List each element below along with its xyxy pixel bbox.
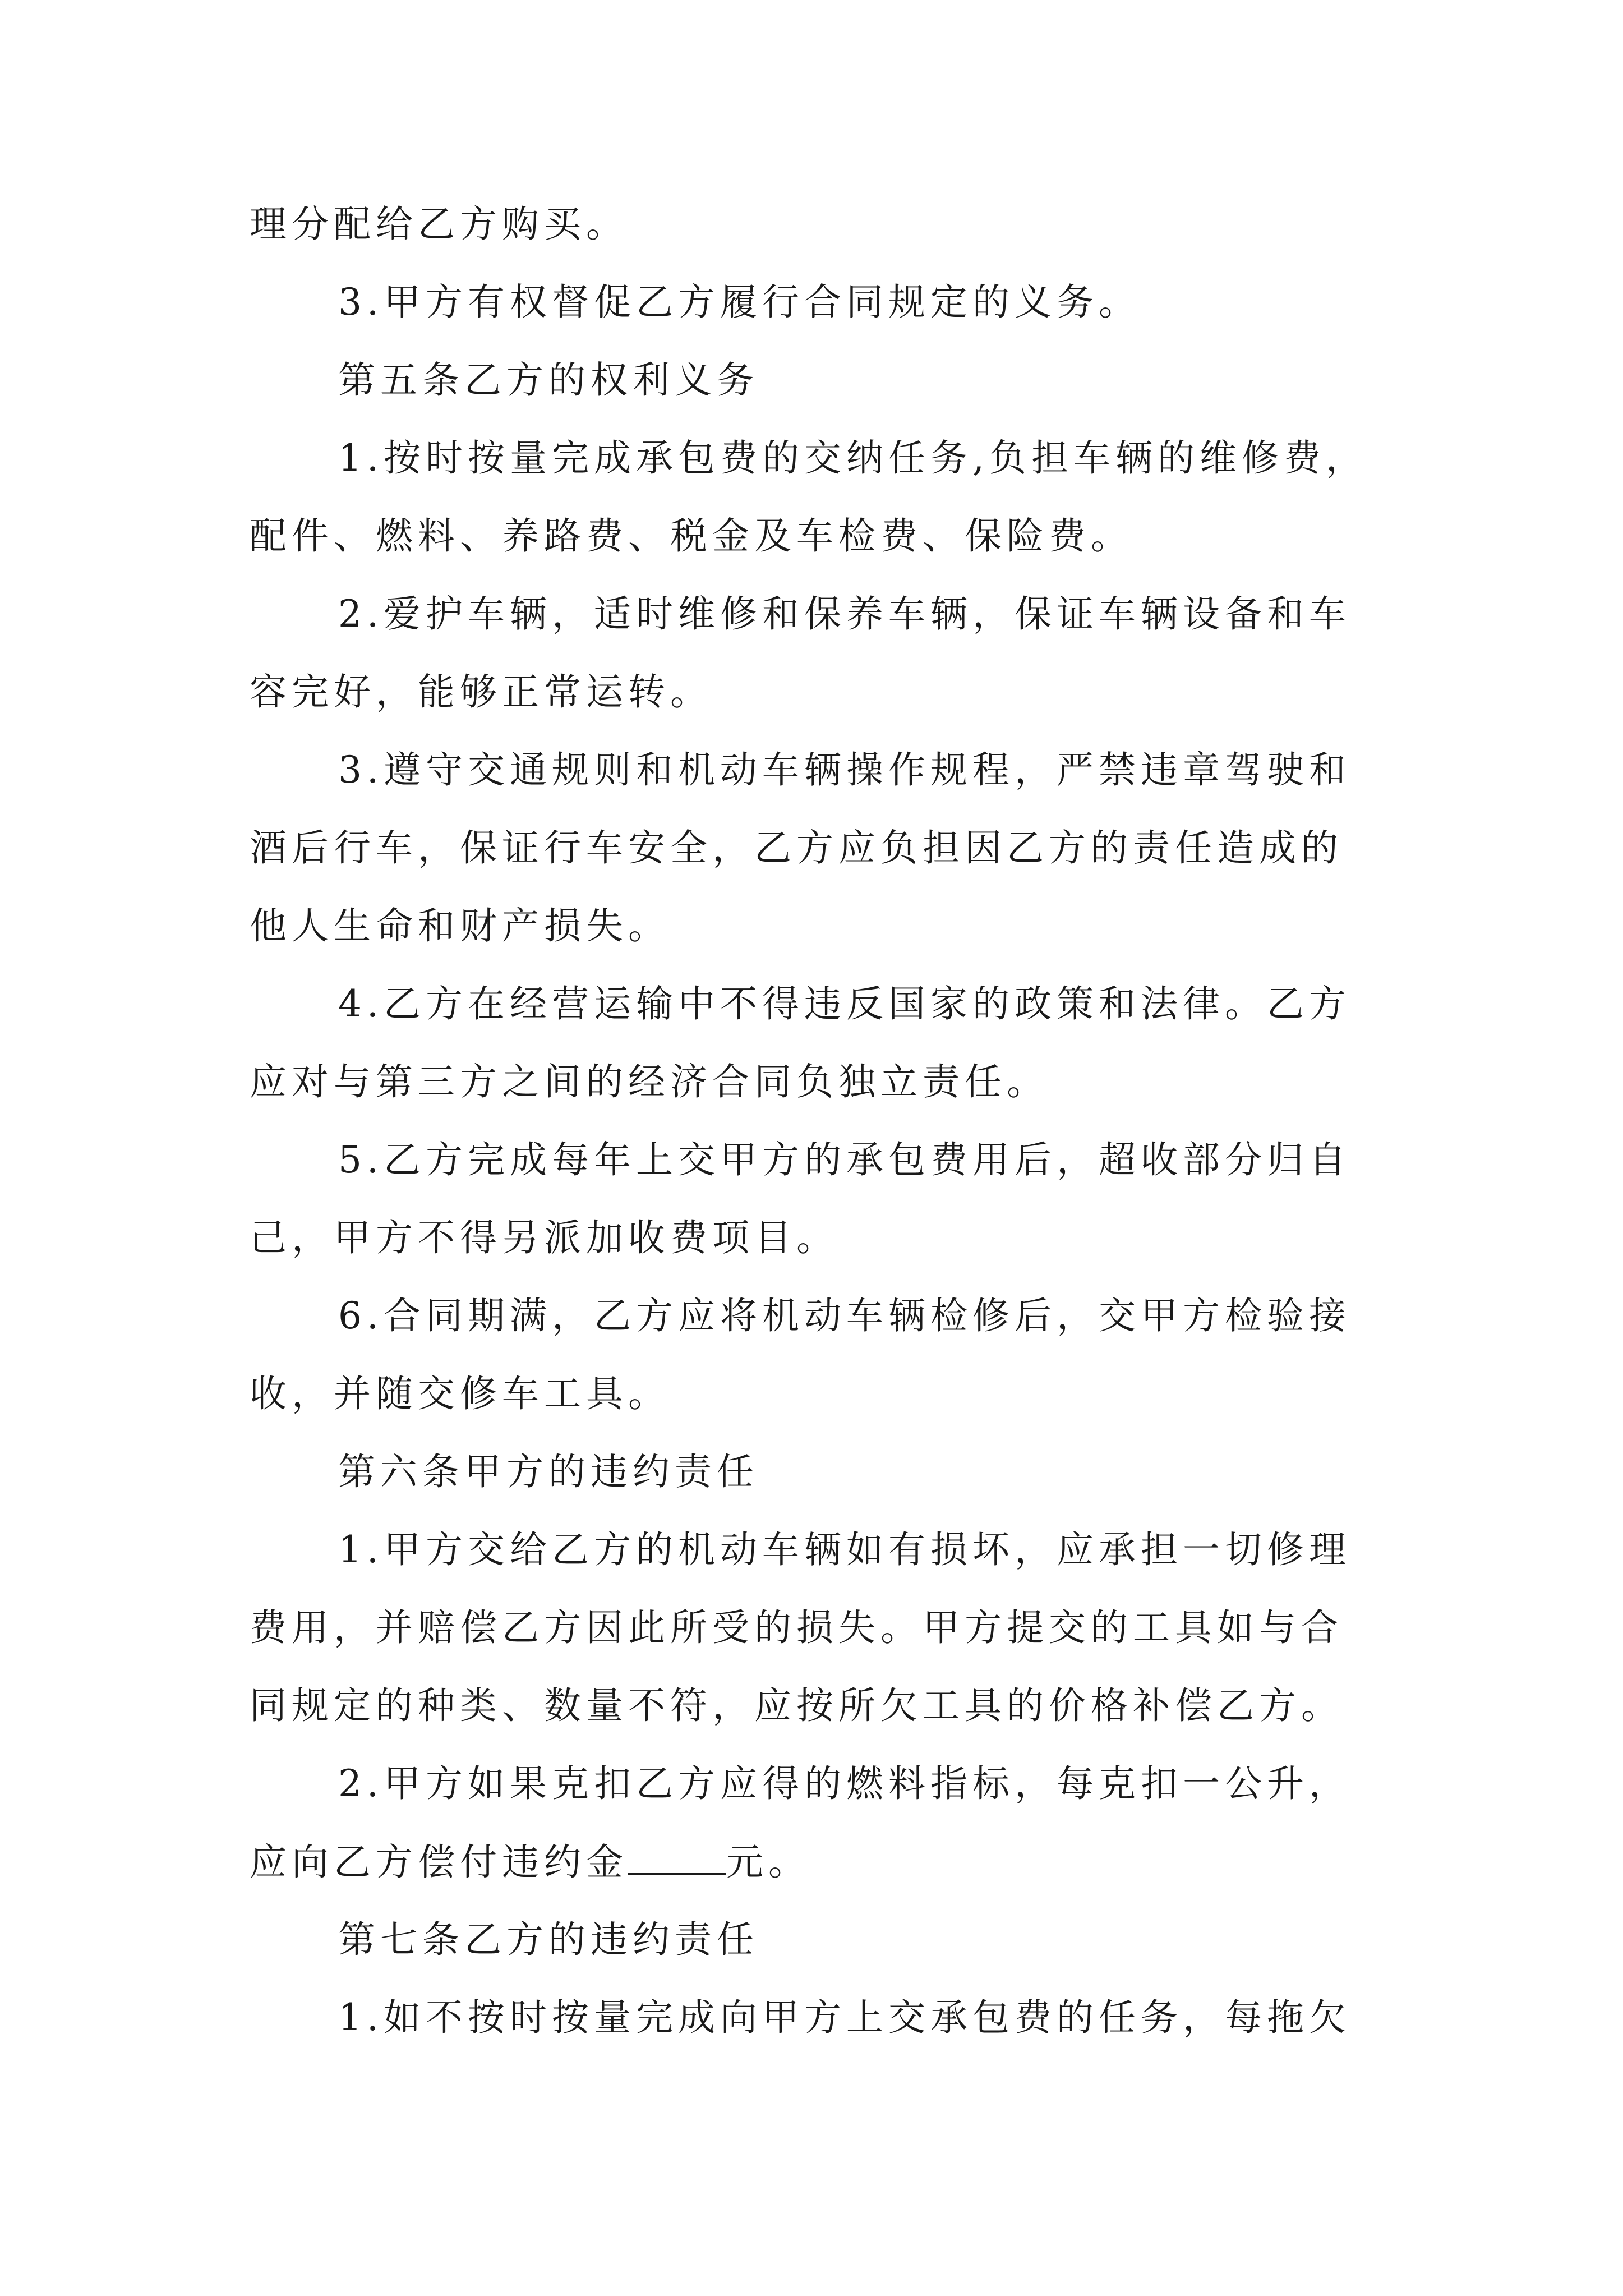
- section-heading: 第七条乙方的违约责任: [338, 1918, 759, 1961]
- paragraph-line: 己，甲方不得另派加收费项目。: [250, 1216, 838, 1259]
- penalty-line-before: 应向乙方偿付违约金: [250, 1841, 628, 1884]
- section-heading: 第六条甲方的违约责任: [338, 1450, 759, 1493]
- paragraph-line: 收，并随交修车工具。: [250, 1372, 670, 1415]
- paragraph-line: 同规定的种类、数量不符，应按所欠工具的价格补偿乙方。: [250, 1684, 1343, 1727]
- paragraph-line: 3.甲方有权督促乙方履行合同规定的义务。: [338, 280, 1141, 324]
- paragraph-line: 酒后行车，保证行车安全，乙方应负担因乙方的责任造成的: [250, 826, 1343, 869]
- paragraph-line: 1.甲方交给乙方的机动车辆如有损坏，应承担一切修理: [338, 1528, 1351, 1571]
- paragraph-line: 他人生命和财产损失。: [250, 904, 670, 947]
- section-heading: 第五条乙方的权利义务: [338, 358, 759, 402]
- paragraph-line: 4.乙方在经营运输中不得违反国家的政策和法律。乙方: [338, 982, 1351, 1025]
- paragraph-line: 1.按时按量完成承包费的交纳任务,负担车辆的维修费，: [338, 436, 1368, 480]
- paragraph-line: 3.遵守交通规则和机动车辆操作规程，严禁违章驾驶和: [338, 748, 1351, 792]
- penalty-line-after: 元。: [726, 1841, 810, 1884]
- document-body: [250, 202, 1388, 2073]
- paragraph-line: 理分配给乙方购买。: [250, 203, 628, 246]
- paragraph-line: 6.合同期满，乙方应将机动车辆检修后，交甲方检验接: [338, 1294, 1351, 1337]
- paragraph-line: 5.乙方完成每年上交甲方的承包费用后，超收部分归自: [338, 1138, 1351, 1181]
- paragraph-line: 1.如不按时按量完成向甲方上交承包费的任务，每拖欠: [338, 1996, 1351, 2039]
- paragraph-line: 容完好，能够正常运转。: [250, 670, 712, 714]
- paragraph-line: 2.爱护车辆，适时维修和保养车辆，保证车辆设备和车: [338, 592, 1351, 636]
- penalty-line: [250, 1839, 1388, 1884]
- paragraph-line: 2.甲方如果克扣乙方应得的燃料指标，每克扣一公升，: [338, 1762, 1351, 1805]
- amount-blank: [628, 1839, 726, 1875]
- paragraph-line: 应对与第三方之间的经济合同负独立责任。: [250, 1060, 1049, 1103]
- paragraph-line: 配件、燃料、养路费、税金及车检费、保险费。: [250, 514, 1133, 558]
- paragraph-line: 费用，并赔偿乙方因此所受的损失。甲方提交的工具如与合: [250, 1606, 1343, 1649]
